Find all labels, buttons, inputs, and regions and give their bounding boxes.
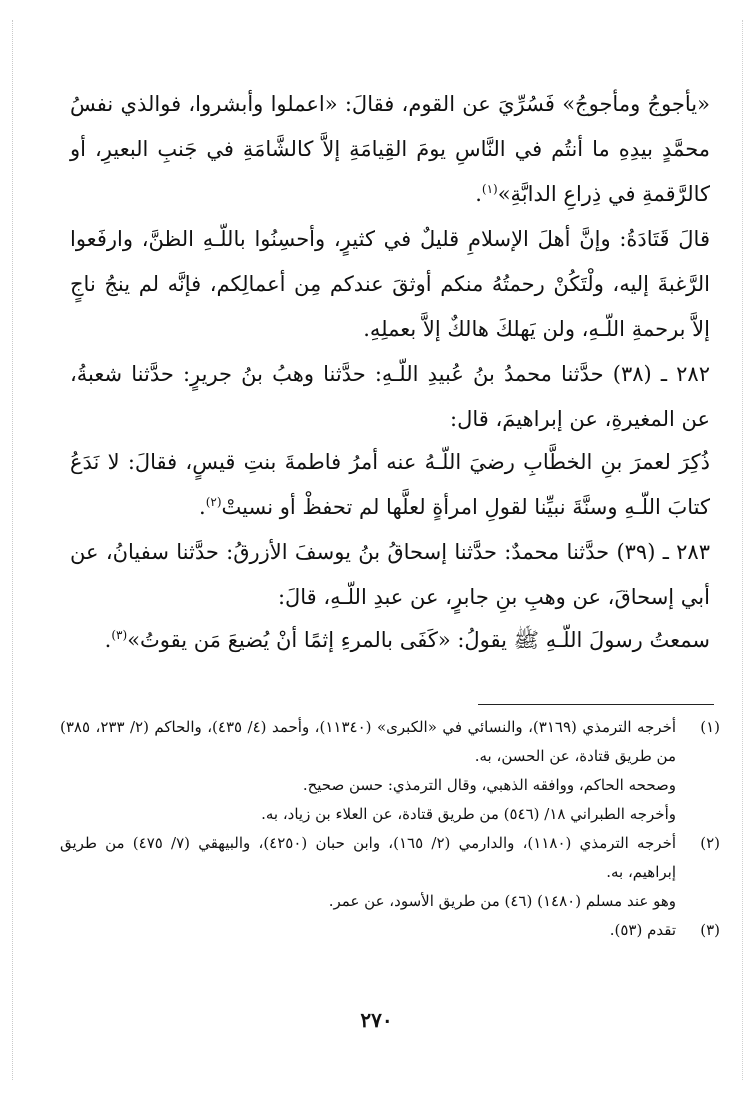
page-number: ٢٧٠ bbox=[360, 1008, 393, 1032]
paragraph-qatada bbox=[70, 217, 710, 352]
paragraph-hadith-282-matn: ذُكِرَ لعمرَ بنِ الخطَّابِ رضيَ اللّـهُ عنه أمرُ فاطمةَ بنتِ قيسٍ، فقالَ: لا نَدَعُ كتابَ اللّـهِ وسنَّةَ نبيِّنا لقولِ امرأةٍ لعلَّها لم تحفظْ أو نسيتْ$^{(٢)}$. bbox=[70, 450, 710, 519]
footnote-3 bbox=[60, 916, 720, 945]
footnote-line: أخرجه الترمذي (٣١٦٩)، والنسائي في «الكبرى» (١١٣٤٠)، وأحمد (٤/ ٤٣٥)، والحاكم (٢/ ٢٣٣، ٣٨٥) من طريق قتادة، عن الحسن، به. bbox=[60, 718, 677, 765]
footnote-ref-3[interactable]: (٣) bbox=[111, 628, 128, 642]
footnote-line: تقدم (٥٣). bbox=[609, 921, 676, 939]
footnote-number: (١) bbox=[700, 718, 720, 736]
footnote-line: أخرجه الترمذي (١١٨٠)، والدارمي (٢/ ١٦٥)، وابن حبان (٤٢٥٠)، والبيهقي (٧/ ٤٧٥) من طريق إبراهيم، به. bbox=[60, 834, 677, 881]
scan-edge-right bbox=[742, 20, 743, 1080]
footnote-line: وأخرجه الطبراني ١٨/ (٥٤٦) من طريق قتادة، عن العلاء بن زياد، به. bbox=[261, 805, 676, 823]
footnote-number: (٢) bbox=[700, 834, 720, 852]
footnotes-section bbox=[60, 713, 720, 945]
footnote-separator bbox=[478, 704, 714, 705]
paragraph-hadith-283-isnad bbox=[70, 530, 710, 620]
footnote-line: وهو عند مسلم (١٤٨٠) (٤٦) من طريق الأسود، عن عمر. bbox=[328, 892, 676, 910]
footnote-2 bbox=[60, 829, 720, 916]
paragraph-hadith-282-isnad bbox=[70, 352, 710, 442]
footnote-1 bbox=[60, 713, 720, 829]
paragraph-text: «يأجوجُ ومأجوجُ» فَسُرِّيَ عن القوم، فقالَ: «اعملوا وأبشروا، فوالذي نفسُ محمَّدٍ بيدِهِ ما أنتُم في النَّاسِ يومَ القِيامَةِ إلاَّ كالشَّامَةِ في جَنبِ البعيرِ، أو كالرَّقمةِ في ذِراعِ الدابَّةِ» bbox=[70, 92, 710, 206]
paragraph-text: ذُكِرَ لعمرَ بنِ الخطَّابِ رضيَ اللّـهُ عنه أمرُ فاطمةَ بنتِ قيسٍ، فقالَ: لا نَدَعُ كتابَ اللّـهِ وسنَّةَ نبيِّنا لقولِ امرأةٍ لعلَّها لم تحفظْ أو نسيتْ bbox=[70, 450, 710, 519]
footnote-number: (٣) bbox=[700, 921, 720, 939]
scan-edge-left bbox=[12, 20, 13, 1080]
footnote-body bbox=[60, 916, 676, 945]
paragraph-text: سمعتُ رسولَ اللّـهِ ﷺ يقولُ: «كَفَى بالمرءِ إثمًا أنْ يُضيعَ مَن يقوتُ» bbox=[127, 628, 710, 652]
paragraph-hadith-283-matn: سمعتُ رسولَ اللّـهِ ﷺ يقولُ: «كَفَى بالمرءِ إثمًا أنْ يُضيعَ مَن يقوتُ»$^{(٣)}$. bbox=[104, 628, 710, 652]
footnote-ref-1[interactable]: (١) bbox=[481, 182, 498, 196]
footnote-body bbox=[60, 713, 676, 829]
paragraph-hadith-continuation: «يأجوجُ ومأجوجُ» فَسُرِّيَ عن القوم، فقالَ: «اعملوا وأبشروا، فوالذي نفسُ محمَّدٍ بيدِهِ ما أنتُم في النَّاسِ يومَ القِيامَةِ إلاَّ كالشَّامَةِ في جَنبِ البعيرِ، أو كالرَّقمةِ في ذِراعِ الدابَّةِ»$^{(١)}$. bbox=[70, 92, 710, 206]
paragraph-text: قالَ قَتَادَةُ: وإنَّ أهلَ الإسلامِ قليلٌ في كثيرٍ، وأحسِنُوا باللّـهِ الظنَّ، وارفَعوا الرَّغبةَ إليه، ولْتَكُنْ رحمتُهُ منكم أوثقَ عندكم مِن أعمالِكم، فإنَّه لم ينجُ ناجٍ إلاَّ برحمةِ اللّـهِ، ولن يَهلكَ هالكٌ إلاَّ بعملِهِ. bbox=[70, 227, 710, 341]
footnote-line: وصححه الحاكم، ووافقه الذهبي، وقال الترمذي: حسن صحيح. bbox=[302, 776, 676, 794]
footnote-ref-2[interactable]: (٢) bbox=[205, 495, 222, 509]
footnote-body bbox=[60, 829, 676, 916]
paragraph-text: ٢٨٣ ـ (٣٩) حدَّثنا محمدٌ: حدَّثنا إسحاقُ بنُ يوسفَ الأزرقُ: حدَّثنا سفيانُ، عن أبي إسحاقَ، عن وهبِ بنِ جابرٍ، عن عبدِ اللّـهِ، قالَ: bbox=[70, 540, 710, 609]
paragraph-text: ٢٨٢ ـ (٣٨) حدَّثنا محمدُ بنُ عُبيدِ اللّـهِ: حدَّثنا وهبُ بنُ جريرٍ: حدَّثنا شعبةُ، عن المغيرةِ، عن إبراهيمَ، قال: bbox=[70, 362, 710, 431]
